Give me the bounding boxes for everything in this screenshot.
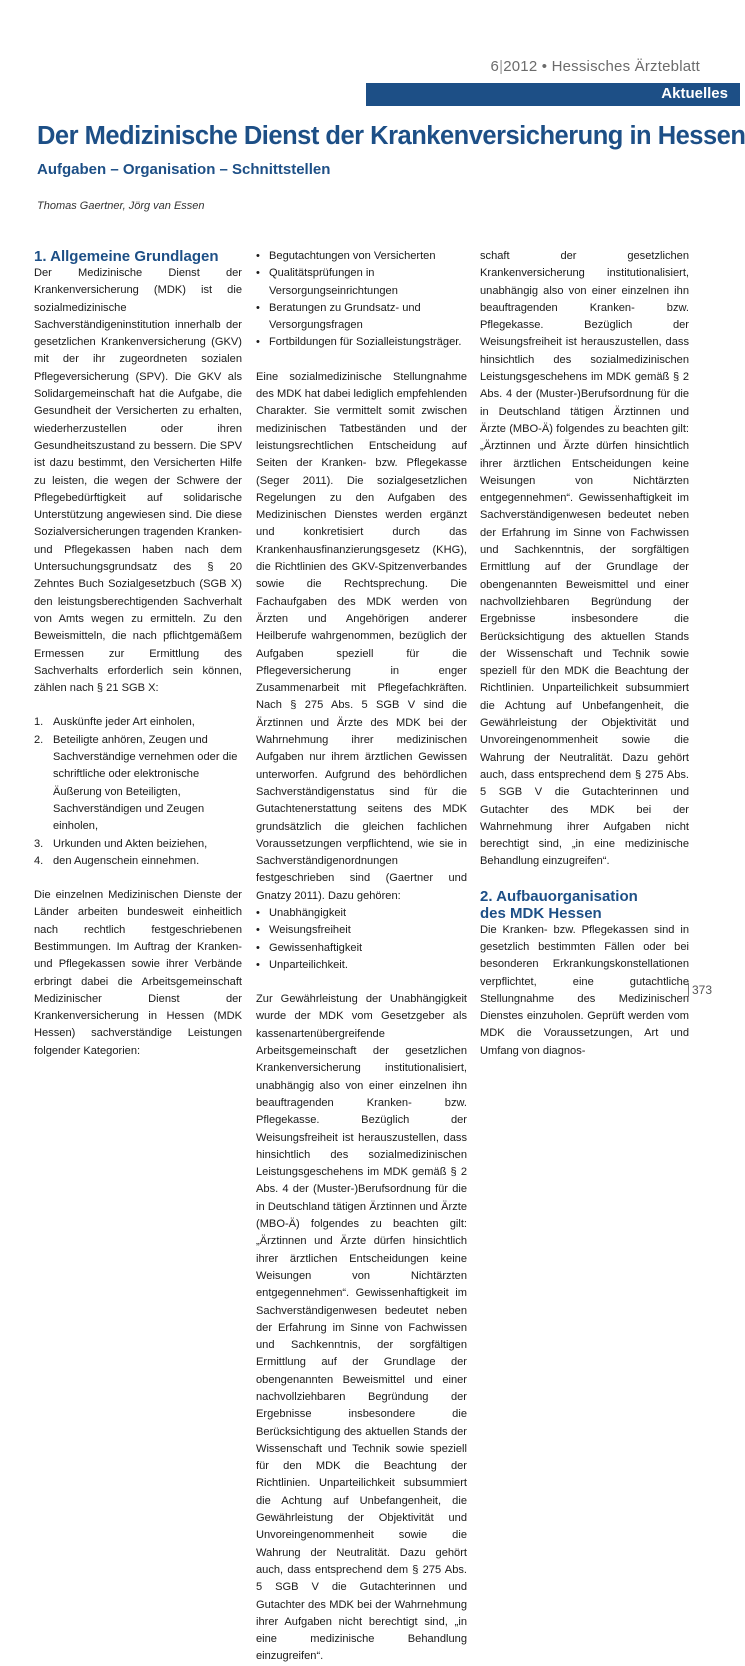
list-item: • Weisungsfreiheit [256,924,351,937]
column-2 [256,248,467,1663]
list-item: • Begutachtungen von Versicherten [256,250,436,262]
section-band [366,83,740,106]
journal-name: Hessisches Ärzteblatt [551,58,700,75]
paragraph-1: Der Medizinische Dienst der Krankenversicherung (MDK) ist die sozialmedizinische Sachverständigeninstitution innerhalb der gesetzlichen Krankenversicherung (GKV) mit der ihr zugeordneten sozialen Pflegeversicherung (SPV). Die GKV als Solidargemeinschaft hat die Aufgabe, die Gesundheit der Versicherten zu erhalten, wiederherzustellen oder ihren Gesundheitszustand zu bessern. Die SPV ist dazu bestimmt, den Versicherten Hilfe zu leisten, die wegen der Schwere der Pflegebedürftigkeit auf solidarische Unterstützung angewiesen sind. Die diese Sozialversicherungen tragenden Kranken- und Pflegekassen haben nach dem Untersuchungsgrundsatz des § 20 Zehntes Buch Sozialgesetzbuch (SGB X) den leistungsberechtigenden Sachverhalt von Amts wegen zu ermitteln. Zu den Beweismitteln, die nach pflichtgemäßem Ermessen zur Ermittlung des Sachverhalts erforderlich sein können, zählen nach § 21 SGB X: [34,267,242,695]
paragraph-3: Eine sozialmedizinische Stellungnahme des MDK hat dabei lediglich empfehlenden Charakter. Sie vermittelt somit zwischen medizinischen Tatbeständen und der leistungsrechtlichen Entscheidung auf Seiten der Kranken- bzw. Pflegekasse (Seger 2011). Die sozialgesetzlichen Regelungen zu den Aufgaben des Medizinischen Dienstes werden ergänzt und konkretisiert durch das Krankenhausfinanzierungsgesetz (KHG), die Richtlinien des GKV-Spitzenverbandes sowie die Rechtsprechung. Die Fachaufgaben des MDK werden von Ärzten und Angehörigen anderer Heilberufe wahrgenommen, bezüglich der Aufgaben speziell für die Pflegeversicherung in enger Zusammenarbeit mit Pflegefachkräften. Nach § 275 Abs. 5 SGB V sind die Ärztinnen und Ärzte des MDK bei der Wahrnehmung ihrer medizinischen Aufgaben nur ihrem ärztlichen Gewissen unterworfen. Aufgrund des behördlichen Sachverständigenstatus sind für die Gutachtenerstattung seitens des MDK grundsätzlich die gleichen fachlichen Voraussetzungen verpflichtend, wie sie in Sachverständigenordnungen festgeschrieben sind (Gaertner und Gnatzy 2011). Dazu gehören: [256,370,467,902]
column-1 [34,248,242,1060]
column-3 [480,248,689,1060]
issue-separator: | [499,58,504,75]
bullet-separator: • [541,58,548,75]
numbered-list [34,714,242,870]
section-heading-1: 1. Allgemeine Grundlagen [34,248,219,265]
article-authors: Thomas Gaertner, Jörg van Essen [37,200,205,212]
list-item: 2. Beteiligte anhören, Zeugen und Sachverständige vernehmen oder die schriftliche oder elektronische Äußerung von Beteiligten, Sachverständigen und Zeugen einholen, [34,733,238,833]
section-label: Aktuelles [661,85,728,102]
list-item: • Unabhängigkeit [256,906,347,919]
paragraph-2: Die einzelnen Medizinischen Dienste der Länder arbeiten bundesweit einheitlich nach rechtlich festgeschriebenen Bestimmungen. Im Auftrag der Kranken- und Pflegekassen sowie ihrer Verbände erbringt dabei die Arbeitsgemeinschaft Medizinischer Dienst der Krankenversicherung in Hessen (MDK Hessen) sachverständige Leistungen folgender Kategorien: [34,889,242,1057]
list-item: 1. Auskünfte jeder Art einholen, [34,716,195,729]
list-item: • Beratungen zu Grundsatz- und Versorgungsfragen [256,301,421,332]
page-number: 373 [688,983,712,997]
issue-number: 6 [490,58,500,75]
list-item: 4. den Augenschein einnehmen. [34,854,200,867]
bullet-list-1 [256,248,467,352]
paragraph-5: Die Kranken- bzw. Pflegekassen sind in gesetzlich bestimmten Fällen oder bei besonderen Erkrankungskonstellationen verpflichtet, eine gutachtliche Stellungnahme des Medizinischen Dienstes einzuholen. Geprüft werden vom MDK die Voraussetzungen, Art und Umfang von diagnos- [480,923,689,1057]
paragraph-4-continued: schaft der gesetzlichen Krankenversicherung institutionalisiert, unabhängig also von einer einzelnen ihn beauftragenden Kranken- bzw. Pflegekasse. Bezüglich der Weisungsfreiheit ist herauszustellen, dass hinsichtlich des sozialmedizinischen Leistungsgeschehens im MDK gemäß § 2 Abs. 4 der (Muster-)Berufsordnung für die in Deutschland tätigen Ärztinnen und Ärzte (MBO-Ä) folgendes zu beachten gilt: „Ärztinnen und Ärzte dürfen hinsichtlich ihrer ärztlichen Entscheidungen keine Weisungen von Nichtärzten entgegennehmen“. Gewissenhaftigkeit im Sachverständigenwesen bedeutet neben der Erfahrung im Sinne von Fachwissen und Sachkenntnis, der sorgfältigen Ermittlung auf der Grundlage der obengenannten Beweismittel und einer nachvollziehbaren Begründung der Ergebnisse insbesondere die Berücksichtigung des aktuellen Stands der Wissenschaft und Technik sowie speziell für den MDK die Beachtung der Richtlinien. Unparteilichkeit subsummiert die Achtung auf Unbefangenheit, die Gewährleistung der Objektivität und Unvoreingenommenheit sowie die Wahrung der Neutralität. Dazu gehört auch, dass entsprechend dem § 275 Abs. 5 SGB V die Gutachterinnen und Gutachter des MDK bei der Wahrnehmung ihrer Aufgaben nicht berechtigt sind, „in eine medizinische Behandlung einzugreifen“. [480,250,689,868]
list-item: • Fortbildungen für Sozialleistungsträger. [256,336,462,349]
issue-line [491,58,700,75]
list-item: 3. Urkunden und Akten beiziehen, [34,837,208,850]
list-item: • Qualitätsprüfungen in Versorgungseinrichtungen [256,267,398,297]
paragraph-4-start: Zur Gewährleistung der Unabhängigkeit wurde der MDK vom Gesetzgeber als kassenartenübergreifende Arbeitsgemeinschaft der gesetzlichen Krankenversicherung institutionalisiert, unabhängig also von einer einzelnen ihn beauftragenden Kranken- bzw. Pflegekasse. Bezüglich der Weisungsfreiheit ist herauszustellen, dass hinsichtlich des sozialmedizinischen Leistungsgeschehens im MDK gemäß § 2 Abs. 4 der (Muster-)Berufsordnung für die in Deutschland tätigen Ärztinnen und Ärzte (MBO-Ä) folgendes zu beachten gilt: „Ärztinnen und Ärzte dürfen hinsichtlich ihrer ärztlichen Entscheidungen keine Weisungen von Nichtärzten entgegennehmen“. Gewissenhaftigkeit im Sachverständigenwesen bedeutet neben der Erfahrung im Sinne von Fachwissen und Sachkenntnis, der sorgfältigen Ermittlung auf der Grundlage der obengenannten Beweismittel und einer nachvollziehbaren Begründung der Ergebnisse insbesondere die Berücksichtigung des aktuellen Stands der Wissenschaft und Technik sowie speziell für den MDK die Beachtung der Richtlinien. Unparteilichkeit subsummiert die Achtung auf Unbefangenheit, die Gewährleistung der Objektivität und Unvoreingenommenheit sowie die Wahrung der Neutralität. Dazu gehört auch, dass entsprechend dem § 275 Abs. 5 SGB V die Gutachterinnen und Gutachter des MDK bei der Wahrnehmung ihrer Aufgaben nicht berechtigt sind, „in eine medizinische Behandlung einzugreifen“. [256,993,467,1663]
bullet-list-2 [256,905,467,974]
article-title: Der Medizinische Dienst der Krankenversicherung in Hessen [37,122,745,150]
section-heading-2: 2. Aufbauorganisation des MDK Hessen [480,887,638,922]
list-item: • Gewissenhaftigkeit [256,941,363,954]
issue-year: 2012 [503,58,538,75]
article-subtitle: Aufgaben – Organisation – Schnittstellen [37,161,331,178]
list-item: • Unparteilichkeit. [256,958,348,971]
